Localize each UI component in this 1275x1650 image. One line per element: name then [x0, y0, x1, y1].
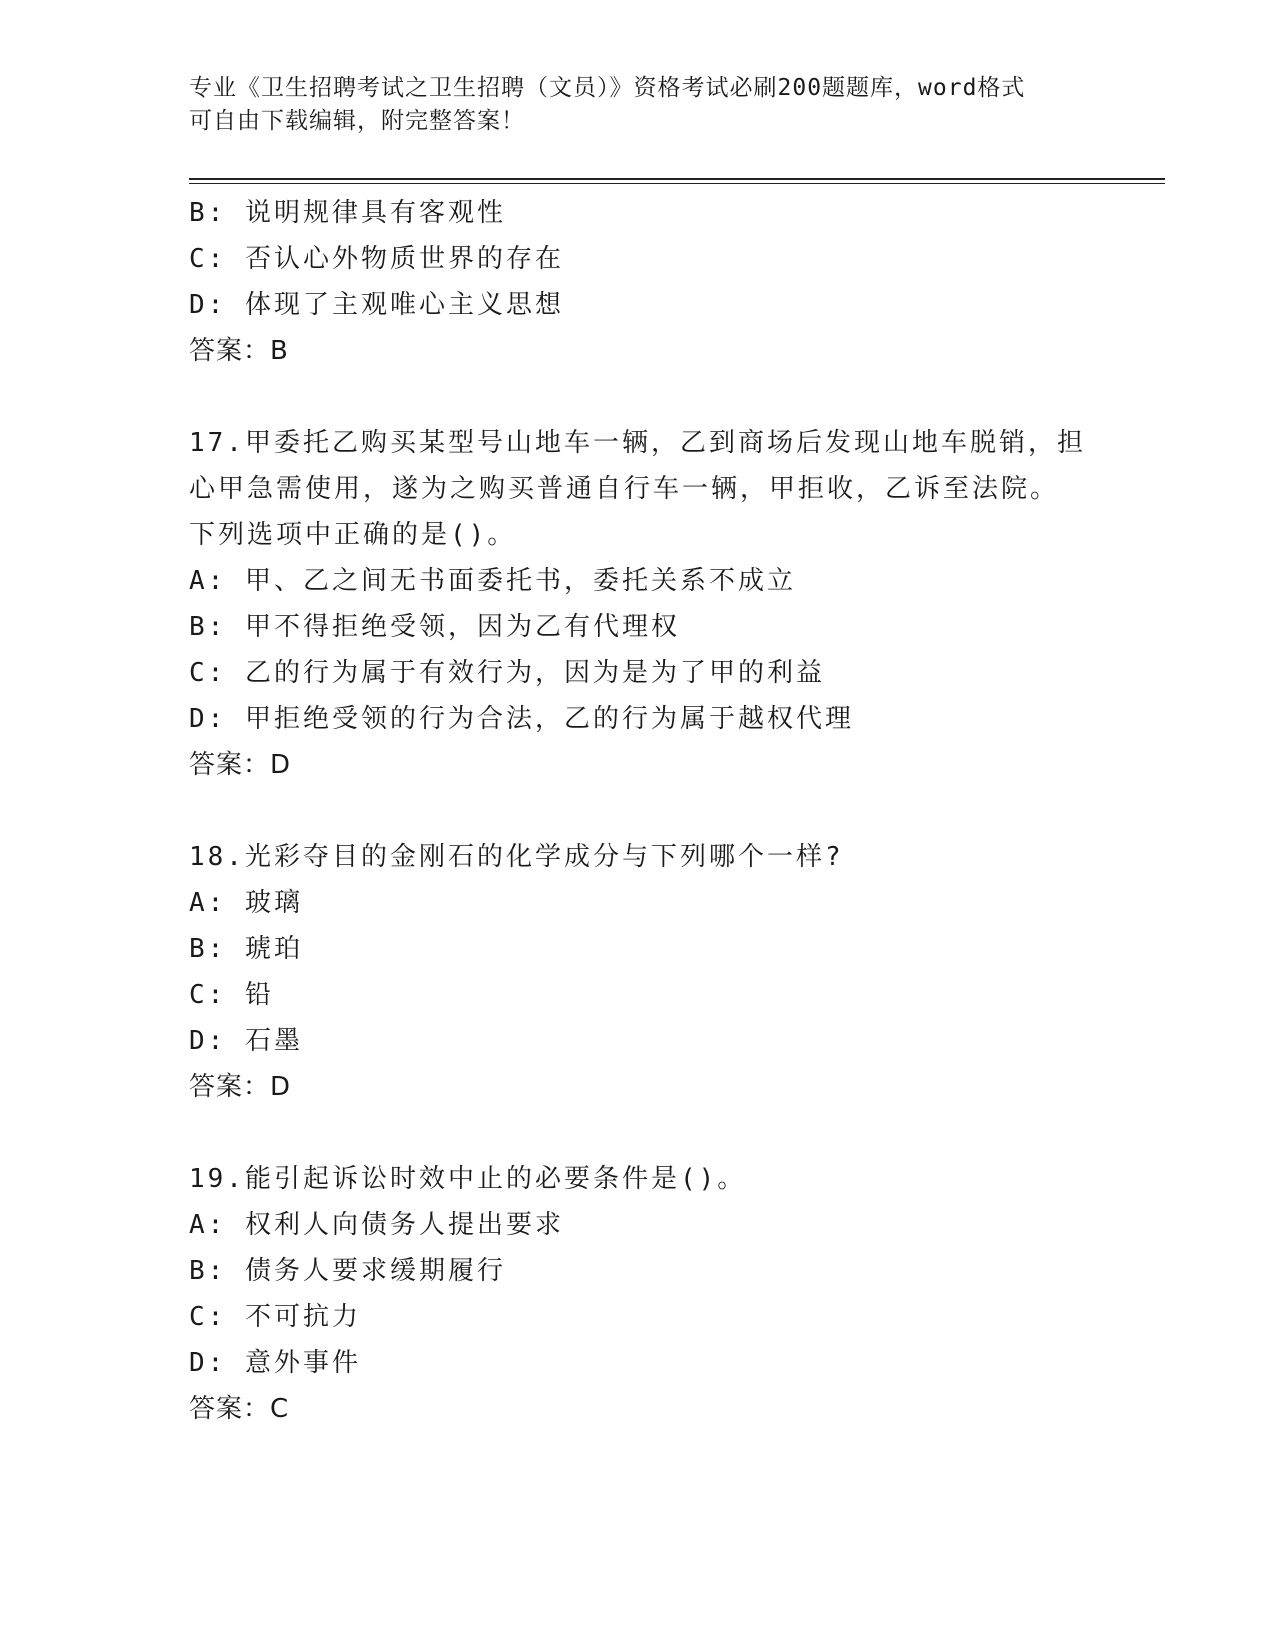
option-d: D: 甲拒绝受领的行为合法，乙的行为属于越权代理: [189, 704, 854, 734]
answer: 答案：D: [189, 750, 292, 780]
question-18: [189, 834, 1089, 1110]
question-stem: 19.能引起诉讼时效中止的必要条件是()。: [189, 1164, 747, 1194]
option-c: C: 不可抗力: [189, 1302, 361, 1332]
spacer: [189, 788, 1089, 834]
question-stem: 下列选项中正确的是()。: [189, 520, 517, 550]
question-19: [189, 1156, 1089, 1432]
question-content: [189, 190, 1089, 1432]
header-line-1: 专业《卫生招聘考试之卫生招聘（文员）》资格考试必刷200题题库，word格式: [189, 75, 1026, 101]
document-header: [189, 72, 1079, 138]
question-stem: 18.光彩夺目的金刚石的化学成分与下列哪个一样?: [189, 842, 844, 872]
spacer: [189, 374, 1089, 420]
answer: 答案：D: [189, 1072, 292, 1102]
option-c: C: 铅: [189, 980, 274, 1010]
header-line-2: 可自由下载编辑，附完整答案！: [189, 108, 525, 134]
prev-question: [189, 190, 1089, 374]
option-d: D: 石墨: [189, 1026, 303, 1056]
answer: 答案：B: [189, 336, 289, 366]
option-d: D: 意外事件: [189, 1348, 361, 1378]
option-b: B: 债务人要求缓期履行: [189, 1256, 506, 1286]
option-a: A: 甲、乙之间无书面委托书，委托关系不成立: [189, 566, 796, 596]
question-17: [189, 420, 1089, 788]
question-stem: 17.甲委托乙购买某型号山地车一辆，乙到商场后发现山地车脱销，担: [189, 428, 1086, 458]
spacer: [189, 1110, 1089, 1156]
option-a: A: 玻璃: [189, 888, 303, 918]
header-rule-thick: [189, 178, 1165, 180]
header-rule-thin: [189, 183, 1165, 184]
option-d: D: 体现了主观唯心主义思想: [189, 290, 564, 320]
answer: 答案：C: [189, 1394, 290, 1424]
option-c: C: 否认心外物质世界的存在: [189, 244, 564, 274]
option-b: B: 说明规律具有客观性: [189, 198, 506, 228]
option-b: B: 琥珀: [189, 934, 303, 964]
question-stem: 心甲急需使用，遂为之购买普通自行车一辆，甲拒收，乙诉至法院。: [189, 474, 1060, 504]
option-b: B: 甲不得拒绝受领，因为乙有代理权: [189, 612, 680, 642]
option-a: A: 权利人向债务人提出要求: [189, 1210, 564, 1240]
option-c: C: 乙的行为属于有效行为，因为是为了甲的利益: [189, 658, 825, 688]
